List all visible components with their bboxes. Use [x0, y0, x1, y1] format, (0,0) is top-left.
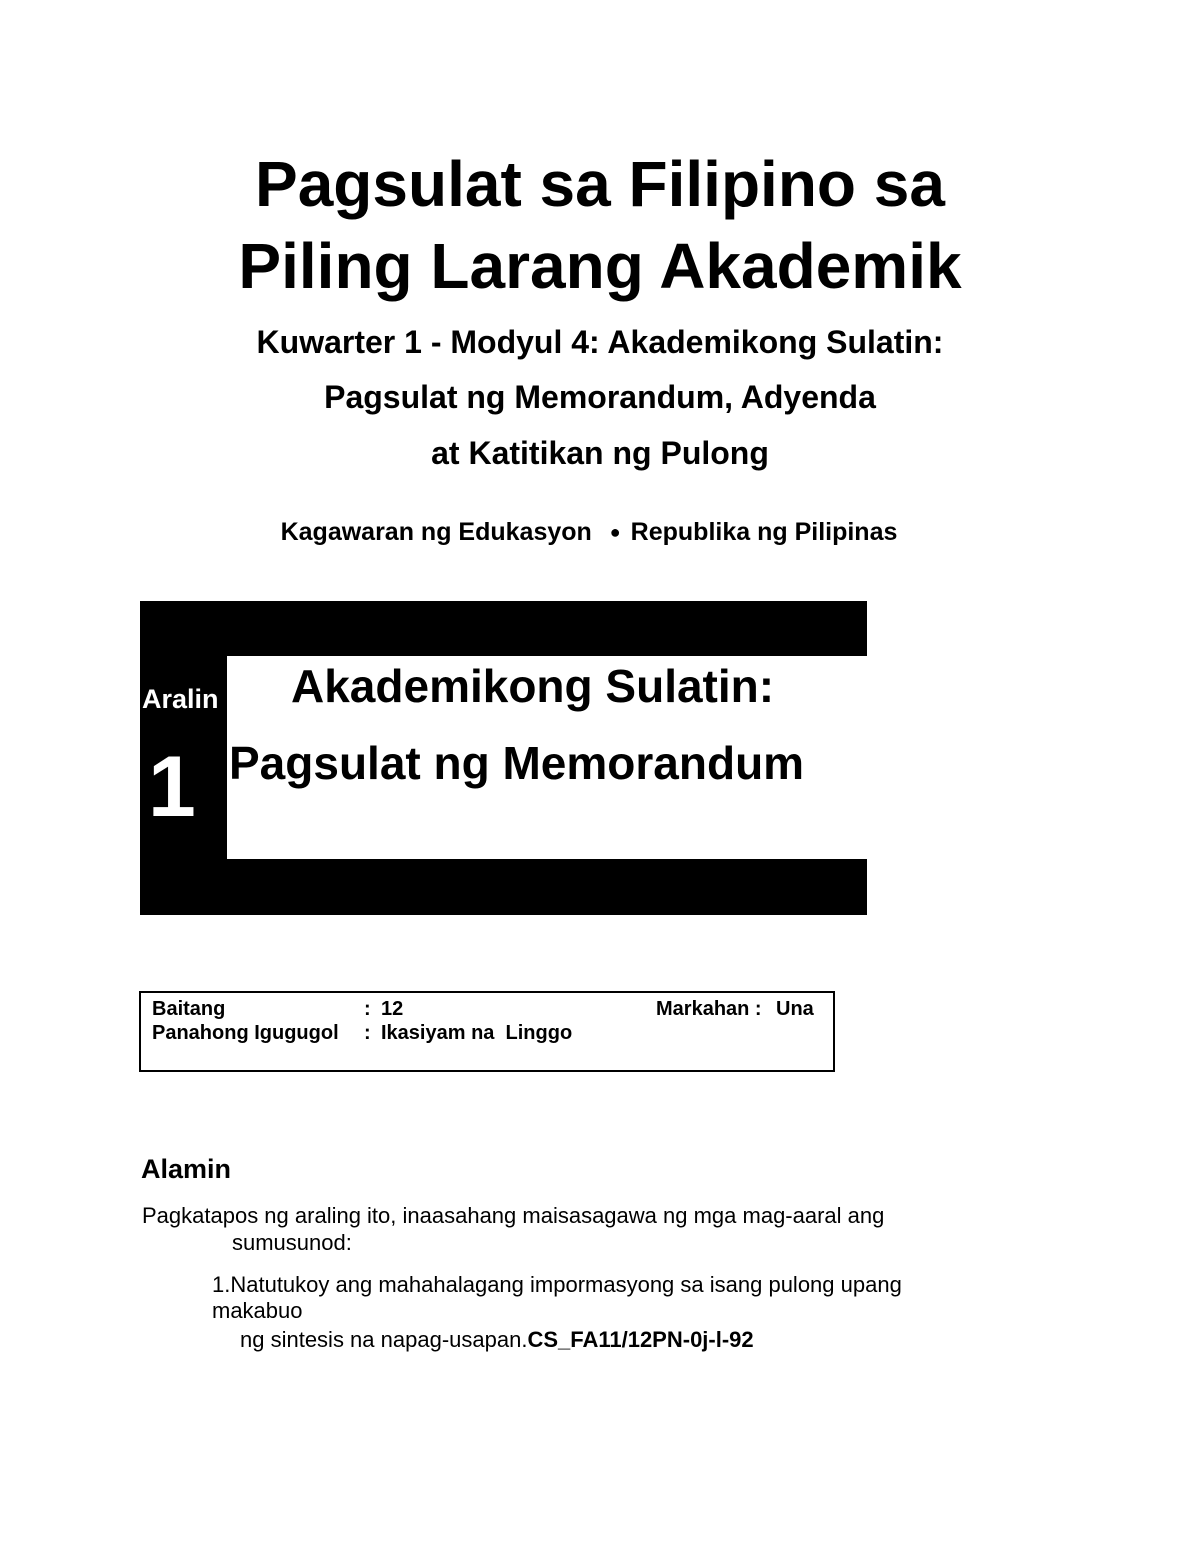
lesson-label: Aralin — [142, 684, 219, 714]
objective-1-line2: makabuo — [212, 1298, 303, 1323]
module-subtitle-line2: Pagsulat ng Memorandum, Adyenda — [324, 379, 876, 415]
module-subtitle-line3: at Katitikan ng Pulong — [431, 435, 769, 471]
lesson-title-line2: Pagsulat ng Memorandum — [229, 737, 805, 789]
course-info-box — [139, 991, 835, 1072]
lesson-number: 1 — [148, 739, 196, 835]
objective-1-line3 — [240, 1326, 754, 1353]
lesson-banner — [140, 601, 867, 915]
module-title-line2: Piling Larang Akademik — [238, 230, 962, 302]
alamin-heading: Alamin — [141, 1154, 232, 1184]
grade-value: 12 — [381, 998, 404, 1020]
agency-line — [0, 516, 1178, 548]
time-colon: : — [364, 1022, 371, 1044]
competency-code: CS_FA11/12PN-0j-l-92 — [527, 1327, 754, 1352]
grade-label: Baitang — [152, 998, 226, 1020]
module-subtitle-line1: Kuwarter 1 - Modyul 4: Akademikong Sulatin: — [256, 324, 944, 360]
bullet-icon: ● — [609, 522, 621, 542]
alamin-intro-line2: sumusunod: — [232, 1230, 352, 1255]
agency-name: Kagawaran ng Edukasyon — [280, 518, 592, 546]
grade-colon: : — [364, 998, 371, 1020]
objective-1-line1: 1.Natutukoy ang mahahalagang impormasyong sa isang pulong upang — [212, 1272, 902, 1297]
lesson-title-line1: Akademikong Sulatin: — [291, 660, 775, 712]
quarter-value: Una — [776, 998, 814, 1020]
time-label: Panahong Igugugol — [152, 1022, 339, 1044]
quarter-label: Markahan : — [656, 998, 762, 1020]
time-value: Ikasiyam na Linggo — [381, 1022, 573, 1044]
objective-1-text: ng sintesis na napag-usapan. — [240, 1327, 528, 1352]
module-title-line1: Pagsulat sa Filipino sa — [255, 148, 945, 220]
alamin-intro-line1: Pagkatapos ng araling ito, inaasahang maisasagawa ng mga mag-aaral ang — [142, 1203, 885, 1228]
country-name: Republika ng Pilipinas — [630, 518, 898, 546]
